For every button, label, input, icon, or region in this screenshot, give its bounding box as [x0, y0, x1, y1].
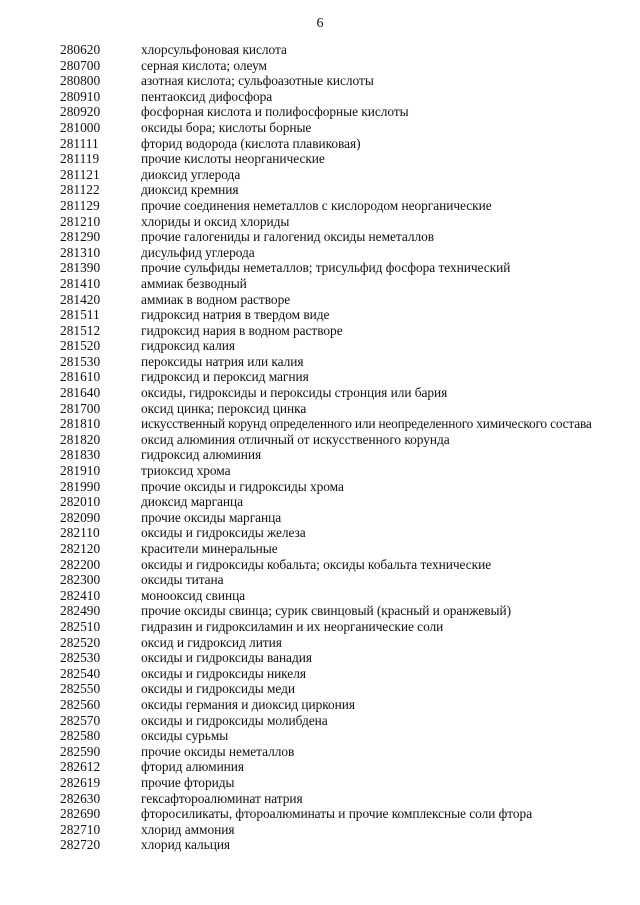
item-code: 281640	[60, 385, 101, 401]
item-code: 280910	[60, 88, 101, 104]
list-item	[0, 182, 640, 198]
item-name: оксиды и гидроксиды никеля	[141, 665, 306, 681]
list-item	[0, 494, 640, 510]
item-code: 282690	[60, 806, 101, 822]
page-number: 6	[316, 16, 324, 31]
item-code: 281530	[60, 353, 101, 369]
item-name: гексафтороалюминат натрия	[141, 790, 303, 806]
item-name: диоксид углерода	[141, 166, 241, 182]
item-code: 280620	[60, 42, 101, 57]
list-item	[0, 744, 640, 760]
item-name: оксид цинка; пероксид цинка	[141, 400, 307, 416]
item-name: триоксид хрома	[141, 463, 231, 479]
item-name: прочие фториды	[141, 774, 235, 790]
item-name: монооксид свинца	[141, 587, 246, 603]
item-code: 282612	[60, 759, 101, 775]
item-code: 282560	[60, 696, 101, 712]
list-item	[0, 791, 640, 807]
item-code: 281121	[60, 166, 100, 182]
item-name: оксиды и гидроксиды меди	[141, 681, 295, 697]
list-item	[0, 292, 640, 308]
list-item	[0, 58, 640, 74]
item-name: оксиды и гидроксиды молибдена	[141, 712, 328, 728]
item-code: 281512	[60, 322, 101, 338]
item-code: 280920	[60, 104, 101, 120]
item-name: дисульфид углерода	[141, 244, 255, 260]
item-name: фторосиликаты, фтороалюминаты и прочие комплексные соли фтора	[141, 806, 533, 822]
item-code: 282010	[60, 494, 101, 510]
list-item	[0, 260, 640, 276]
list-item	[0, 588, 640, 604]
item-code: 281122	[60, 182, 100, 198]
list-item	[0, 89, 640, 105]
list-item	[0, 525, 640, 541]
list-item	[0, 463, 640, 479]
item-code: 282710	[60, 821, 101, 837]
item-name: гидроксид калия	[141, 338, 235, 354]
item-code: 281700	[60, 400, 101, 416]
item-name: диоксид кремния	[141, 182, 239, 198]
code-list	[0, 42, 640, 853]
list-item	[0, 681, 640, 697]
list-item	[0, 603, 640, 619]
item-name: гидроксид нария в водном растворе	[141, 322, 343, 338]
list-item	[0, 479, 640, 495]
item-code: 281610	[60, 369, 101, 385]
item-name: прочие галогениды и галогенид оксиды неметаллов	[141, 229, 435, 245]
list-item	[0, 728, 640, 744]
list-item	[0, 214, 640, 230]
item-name: оксиды бора; кислоты борные	[141, 119, 312, 135]
item-code: 282550	[60, 681, 101, 697]
item-name: фосфорная кислота и полифосфорные кислоты	[141, 104, 409, 120]
item-name: хлорид кальция	[141, 837, 231, 853]
list-item	[0, 354, 640, 370]
list-item	[0, 432, 640, 448]
item-code: 280700	[60, 57, 101, 73]
item-code: 281810	[60, 416, 101, 432]
item-code: 282120	[60, 541, 101, 556]
item-name: прочие оксиды и гидроксиды хрома	[141, 478, 344, 494]
item-code: 282570	[60, 712, 101, 728]
item-code: 281910	[60, 463, 101, 479]
list-item	[0, 713, 640, 729]
list-item	[0, 541, 640, 557]
item-code: 282510	[60, 618, 101, 634]
item-code: 282590	[60, 743, 101, 759]
list-item	[0, 369, 640, 385]
item-code: 282530	[60, 650, 101, 666]
list-item	[0, 120, 640, 136]
item-name: пентаоксид дифосфора	[141, 88, 273, 104]
item-name: гидроксид натрия в твердом виде	[141, 307, 330, 323]
item-name: гидроксид алюминия	[141, 447, 262, 463]
list-item	[0, 666, 640, 682]
item-code: 282300	[60, 572, 101, 588]
list-item	[0, 104, 640, 120]
list-item	[0, 245, 640, 261]
list-item	[0, 510, 640, 526]
item-name: аммиак в водном растворе	[141, 291, 291, 307]
list-item	[0, 338, 640, 354]
item-code: 281390	[60, 260, 101, 276]
list-item	[0, 697, 640, 713]
item-name: диоксид марганца	[141, 494, 244, 510]
item-name: серная кислота; олеум	[141, 57, 267, 73]
item-code: 281830	[60, 447, 101, 463]
item-code: 281129	[60, 197, 100, 213]
list-item	[0, 73, 640, 89]
list-item	[0, 822, 640, 838]
item-name: искусственный корунд определенного или неопределенного химического состава	[141, 416, 592, 432]
item-name: пероксиды натрия или калия	[141, 353, 304, 369]
item-code: 281000	[60, 119, 101, 135]
list-item	[0, 42, 640, 58]
item-name: фторид водорода (кислота плавиковая)	[141, 135, 361, 151]
list-item	[0, 167, 640, 183]
item-name: гидразин и гидроксиламин и их неорганические соли	[141, 618, 444, 634]
item-name: фторид алюминия	[141, 759, 245, 775]
item-name: прочие оксиды неметаллов	[141, 743, 295, 759]
list-item	[0, 447, 640, 463]
item-code: 281990	[60, 478, 101, 494]
item-code: 281210	[60, 213, 101, 229]
list-item	[0, 151, 640, 167]
list-item	[0, 759, 640, 775]
list-item	[0, 837, 640, 853]
item-name: прочие сульфиды неметаллов; трисульфид фосфора технический	[141, 260, 511, 276]
item-code: 282490	[60, 603, 101, 619]
item-code: 281310	[60, 244, 101, 260]
item-code: 281420	[60, 291, 101, 307]
item-code: 281410	[60, 275, 101, 291]
item-code: 281511	[60, 307, 100, 323]
item-name: оксиды, гидроксиды и пероксиды стронция или бария	[141, 385, 448, 401]
item-name: оксиды германия и диоксид циркония	[141, 696, 356, 712]
item-code: 282520	[60, 634, 101, 650]
item-code: 282630	[60, 790, 101, 806]
list-item	[0, 276, 640, 292]
item-code: 281290	[60, 229, 101, 245]
item-code: 281119	[60, 151, 100, 167]
item-code: 282200	[60, 556, 101, 572]
item-name: оксиды сурьмы	[141, 728, 229, 744]
item-name: оксид и гидроксид лития	[141, 634, 282, 650]
item-code: 281520	[60, 338, 101, 354]
list-item	[0, 229, 640, 245]
item-name: оксиды титана	[141, 572, 224, 588]
list-item	[0, 650, 640, 666]
item-name: хлориды и оксид хлориды	[141, 213, 290, 229]
list-item	[0, 401, 640, 417]
list-item	[0, 806, 640, 822]
item-code: 282110	[60, 525, 100, 541]
item-name: оксид алюминия отличный от искусственного корунда	[141, 431, 450, 447]
list-item	[0, 775, 640, 791]
item-name: прочие соединения неметаллов с кислородом неорганические	[141, 197, 492, 213]
item-code: 280800	[60, 73, 101, 89]
item-name: прочие оксиды свинца; сурик свинцовый (красный и оранжевый)	[141, 603, 512, 619]
list-item	[0, 136, 640, 152]
item-name: оксиды и гидроксиды ванадия	[141, 650, 312, 666]
item-name: хлорид аммония	[141, 821, 235, 837]
item-name: азотная кислота; сульфоазотные кислоты	[141, 73, 374, 89]
item-name: оксиды и гидроксиды кобальта; оксиды кобальта технические	[141, 556, 492, 572]
list-item	[0, 198, 640, 214]
item-name: гидроксид и пероксид магния	[141, 369, 309, 385]
item-name: оксиды и гидроксиды железа	[141, 525, 306, 541]
item-name: хлорсульфоновая кислота	[141, 42, 287, 57]
list-item	[0, 635, 640, 651]
list-item	[0, 557, 640, 573]
item-code: 282540	[60, 665, 101, 681]
item-code: 282410	[60, 587, 101, 603]
item-name: прочие оксиды марганца	[141, 509, 282, 525]
item-code: 282580	[60, 728, 101, 744]
list-item	[0, 385, 640, 401]
item-name: красители минеральные	[141, 541, 278, 556]
list-item	[0, 323, 640, 339]
list-item	[0, 572, 640, 588]
list-item	[0, 619, 640, 635]
item-code: 282090	[60, 509, 101, 525]
item-name: аммиак безводный	[141, 275, 247, 291]
item-code: 281820	[60, 431, 101, 447]
list-item	[0, 307, 640, 323]
item-code: 281111	[60, 135, 99, 151]
item-code: 282720	[60, 837, 101, 853]
item-name: прочие кислоты неорганические	[141, 151, 325, 167]
list-item	[0, 416, 640, 432]
item-code: 282619	[60, 774, 101, 790]
